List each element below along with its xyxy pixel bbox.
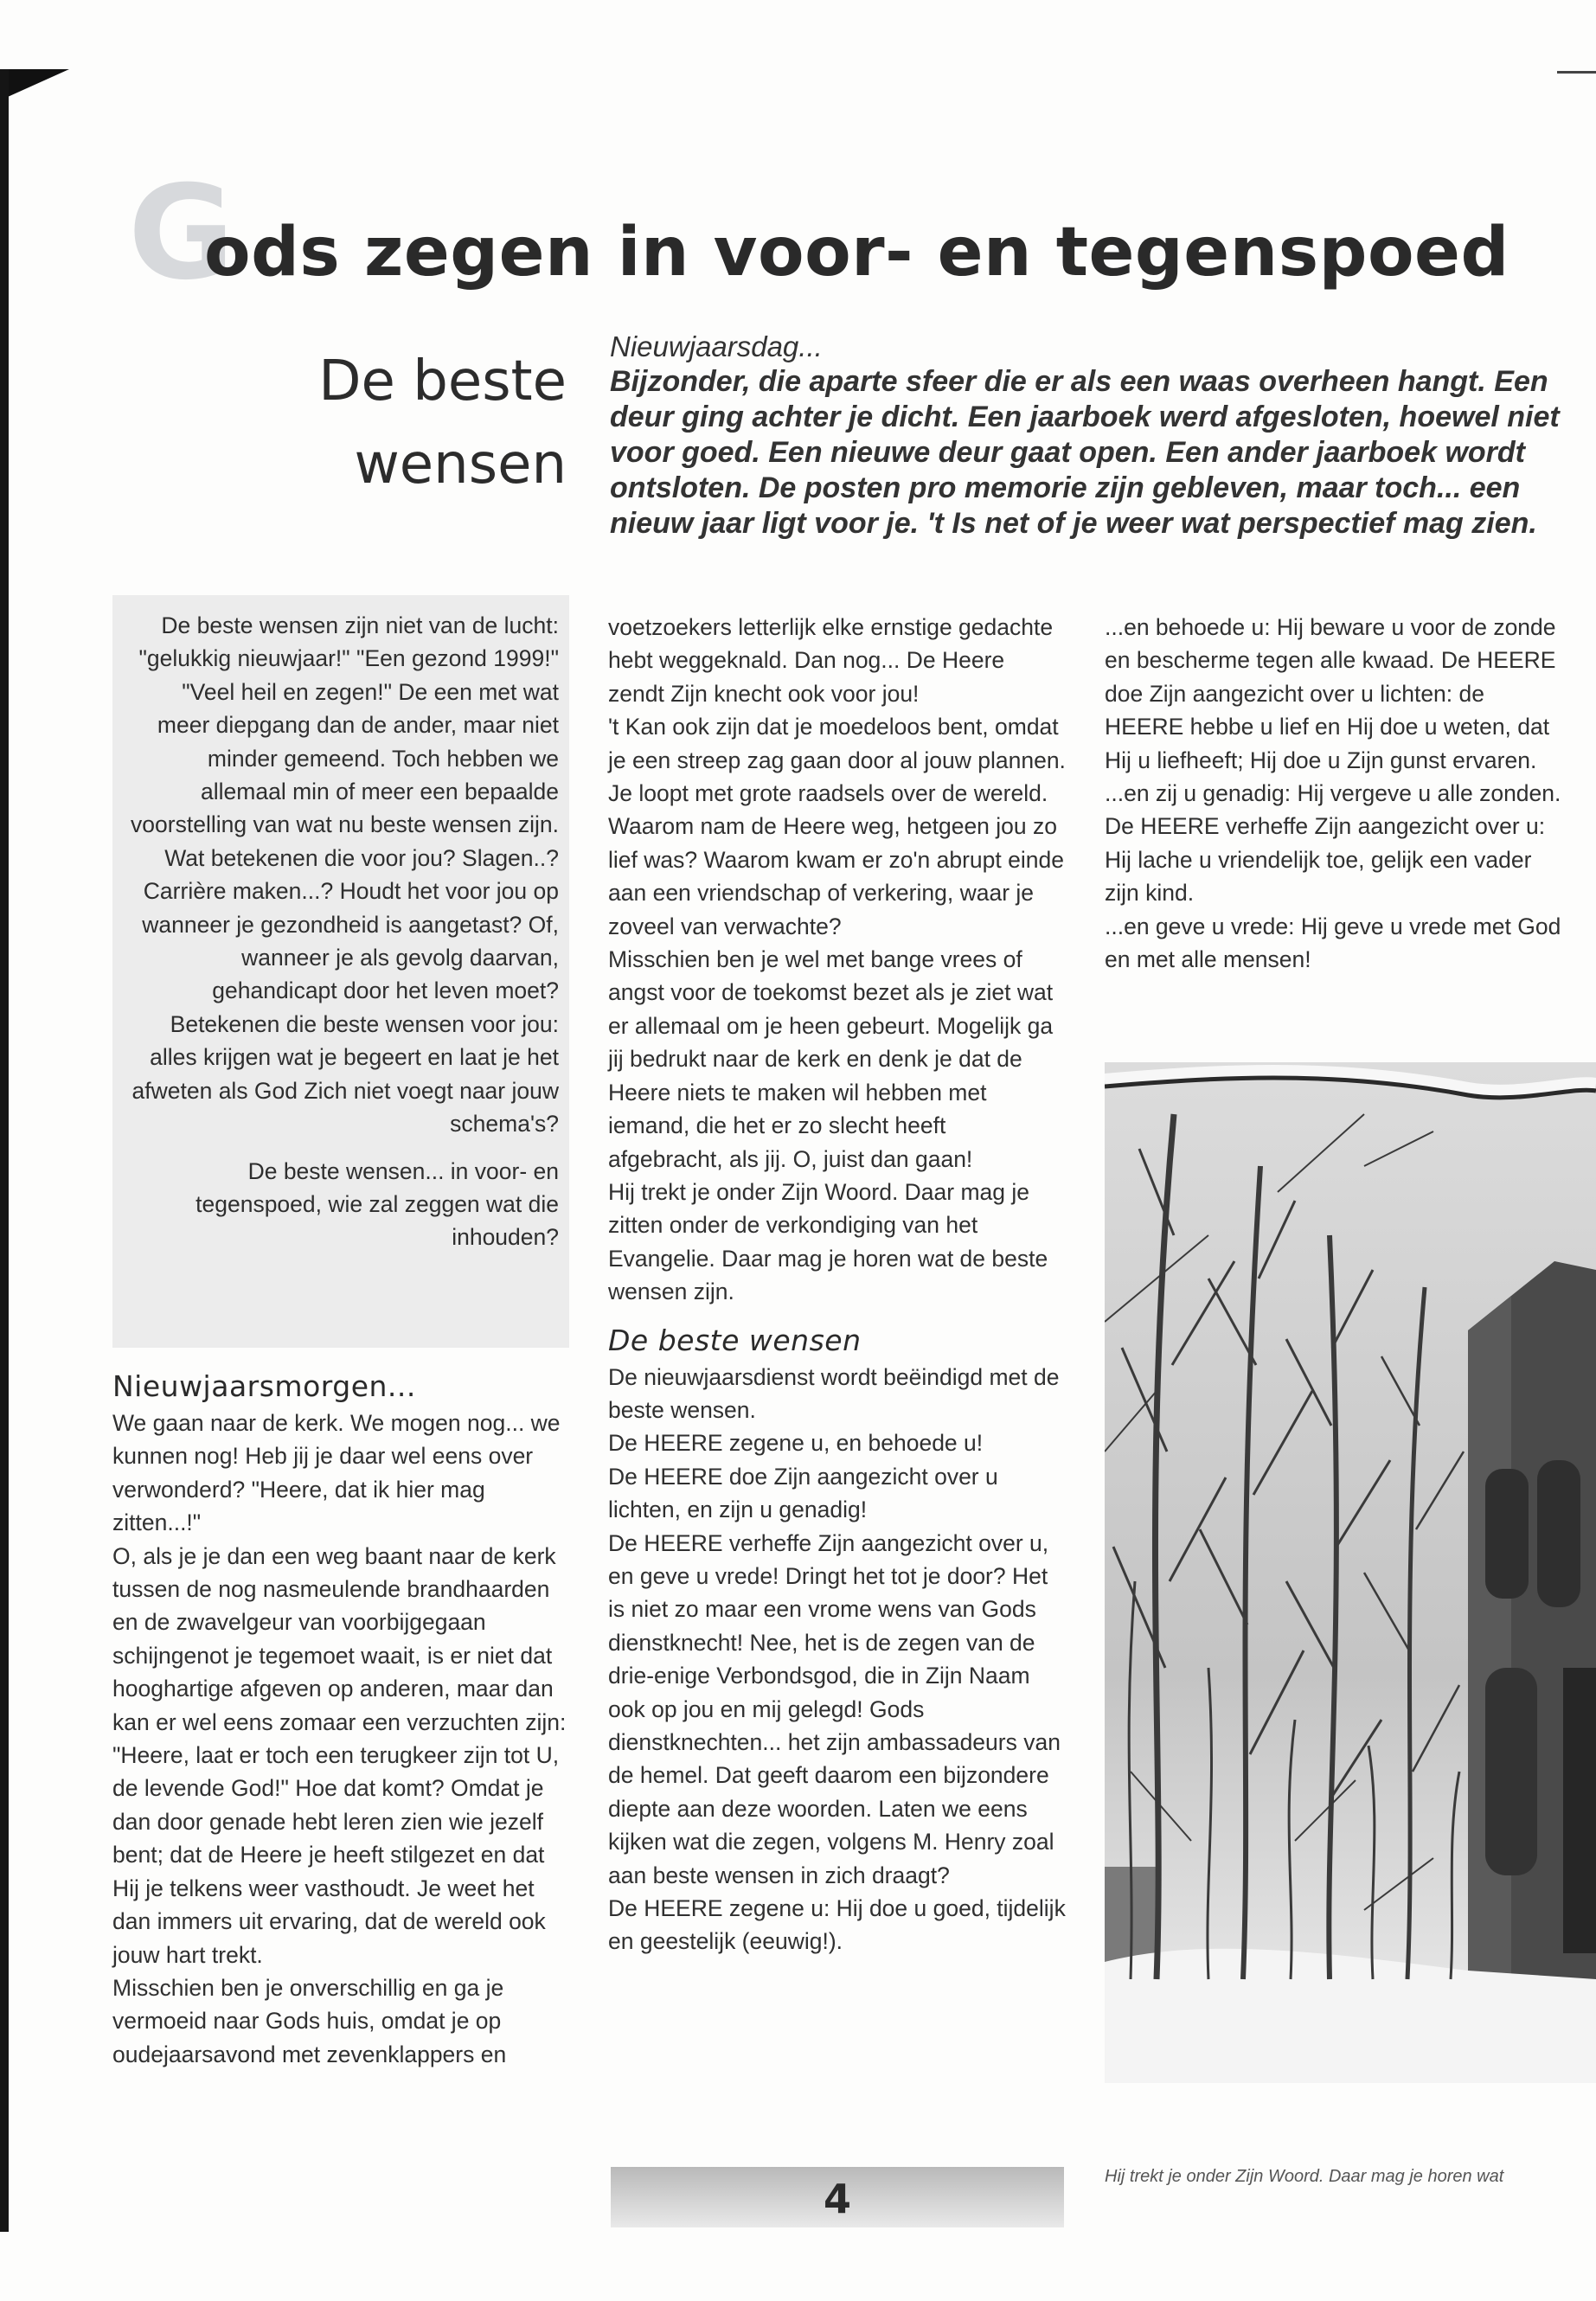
body-paragraph: ...en zij u genadig: Hij vergeve u alle zonden. [1105, 780, 1561, 807]
article-title [121, 158, 1548, 309]
section-heading-line1: De beste [318, 349, 567, 413]
sidebar-paragraph: De beste wensen... in voor- en tegenspoed, wie zal zeggen wat die inhouden? [195, 1157, 559, 1251]
scan-corner-mark [0, 69, 69, 100]
page-number: 4 [823, 2176, 851, 2222]
body-paragraph: Misschien ben je wel met bange vrees of angst voor de toekomst bezet als je ziet wat er allemaal om je heen gebeurt. Mogelijk ga jij bedrukt naar de kerk en denk je dat de Heere niets te maken wil hebben met iemand, die het er zo slecht heeft afgebracht, als jij. O, juist dan gaan! [608, 946, 1054, 1172]
body-paragraph: De nieuwjaarsdienst wordt beëindigd met de beste wensen. [608, 1363, 1060, 1423]
photo-illustration [1105, 1062, 1596, 2083]
body-paragraph: ...en behoede u: Hij beware u voor de zonde en bescherme tegen alle kwaad. De HEERE doe Zijn aangezicht over u lichten: de HEERE hebbe u lief en Hij doe u weten, dat Hij u liefheeft; Hij doe u Zijn gunst ervaren. [1105, 614, 1556, 773]
body-paragraph: De HEERE doe Zijn aangezicht over u lichten, en zijn u genadig! [608, 1463, 998, 1523]
title-drop-initial: G [128, 158, 235, 309]
body-paragraph: De HEERE verheffe Zijn aangezicht over u, en geve u vrede! Dringt het tot je door? Het is niet zo maar een vrome wens van Gods dienstknecht! Nee, het is de zegen van de drie-enige Verbondsgod, die in Zijn Naam ook op jou en mij gelegd! Gods dienstknechten... het zijn ambassadeurs van de hemel. Dat geeft daarom een bijzondere diepte aan deze woorden. Laten we eens kijken wat die zegen, volgens M. Henry zoal aan beste wensen in zich draagt? [608, 1529, 1061, 1888]
photo-caption: Hij trekt je onder Zijn Woord. Daar mag je horen wat [1105, 2167, 1504, 2186]
body-paragraph: voetzoekers letterlijk elke ernstige gedachte hebt weggeknald. Dan nog... De Heere zendt Zijn knecht ook voor jou! [608, 614, 1054, 707]
body-paragraph: Misschien ben je onverschillig en ga je vermoeid naar Gods huis, omdat je op oudejaarsavond met zevenklappers en [112, 1974, 507, 2067]
sidebar-paragraph: De beste wensen zijn niet van de lucht: "gelukkig nieuwjaar!" "Een gezond 1999!" "Veel heil en zegen!" De een met wat meer diepgang dan de ander, maar niet minder gemeend. Toch hebben we allemaal min of meer een bepaalde voorstelling van wat nu beste wensen zijn. Wat betekenen die voor jou? Slagen..? Carrière maken...? Houdt het voor jou op wanneer je gezondheid is aangetast? Of, wanneer je als gevolg daarvan, gehandicapt door het leven moet? Betekenen die beste wensen voor jou: alles krijgen wat je begeert en laat je het afweten als God Zich niet voegt naar jouw schema's? [131, 612, 559, 1138]
body-paragraph: ...en geve u vrede: Hij geve u vrede met God en met alle mensen! [1105, 913, 1561, 973]
subheading-nieuwjaarsmorgen: Nieuwjaarsmorgen... [112, 1369, 416, 1403]
column-1 [112, 1367, 571, 2071]
body-paragraph: De HEERE zegene u: Hij doe u goed, tijdelijk en geestelijk (eeuwig!). [608, 1895, 1066, 1955]
subheading-de-beste-wensen: De beste wensen [608, 1323, 862, 1357]
body-paragraph: 't Kan ook zijn dat je moedeloos bent, omdat je een streep zag gaan door al jouw plannen. Je loopt met grote raadsels over de wereld. Waarom nam de Heere weg, hetgeen jou zo lief was? Waarom kwam er zo'n abrupt einde aan een vriendschap of verkering, waar je zoveel van verwachte? [608, 714, 1066, 939]
scan-edge-line [1557, 71, 1596, 74]
scan-left-edge [0, 69, 9, 2232]
body-paragraph: Hij trekt je onder Zijn Woord. Daar mag je zitten onder de verkondiging van het Evangelie. Daar mag je horen wat de beste wensen zijn. [608, 1178, 1048, 1305]
intro-lead: Nieuwjaarsdag... [610, 330, 823, 362]
title-text: ods zegen in voor- en tegenspoed [204, 214, 1509, 292]
intro-paragraph [610, 329, 1570, 542]
column-2 [608, 611, 1067, 1958]
body-paragraph: We gaan naar de kerk. We mogen nog... we kunnen nog! Heb jij je daar wel eens over verwonderd? "Heere, dat ik hier mag zitten...!" [112, 1410, 561, 1536]
winter-church-photo [1105, 1062, 1596, 2083]
body-paragraph: De HEERE verheffe Zijn aangezicht over u: Hij lache u vriendelijk toe, gelijk een vader zijn kind. [1105, 813, 1546, 907]
body-paragraph: De HEERE zegene u, en behoede u! [608, 1430, 984, 1457]
section-heading [318, 340, 567, 506]
intro-body: Bijzonder, die aparte sfeer die er als een waas overheen hangt. Een deur ging achter je dicht. Een jaarboek werd afgesloten, hoewel niet voor goed. Een nieuwe deur gaat open. Een ander jaarboek wordt ontsloten. De posten pro memorie zijn gebleven, maar toch... een nieuw jaar ligt voor je. 't Is net of je weer wat perspectief mag zien. [610, 365, 1560, 540]
body-paragraph: O, als je je dan een weg baant naar de kerk tussen de nog nasmeulende brandhaarden en de zwavelgeur van voorbijgegaan schijngenot je tegemoet waait, is er niet dat hooghartige afgeven op anderen, maar dan kan er wel eens zomaar een verzuchten zijn: "Heere, laat er toch een terugkeer zijn tot U, de levende God!" Hoe dat komt? Omdat je dan door genade hebt leren zien wie jezelf bent; dat de Heere je heeft stilgezet en dat Hij je telkens weer vasthoudt. Je weet het dan immers uit ervaring, dat de wereld ook jouw hart trekt. [112, 1542, 567, 1968]
column-3 [1105, 611, 1567, 976]
section-heading-line2: wensen [354, 433, 567, 497]
sidebar-box [112, 595, 569, 1348]
page-number-bar [611, 2167, 1064, 2227]
